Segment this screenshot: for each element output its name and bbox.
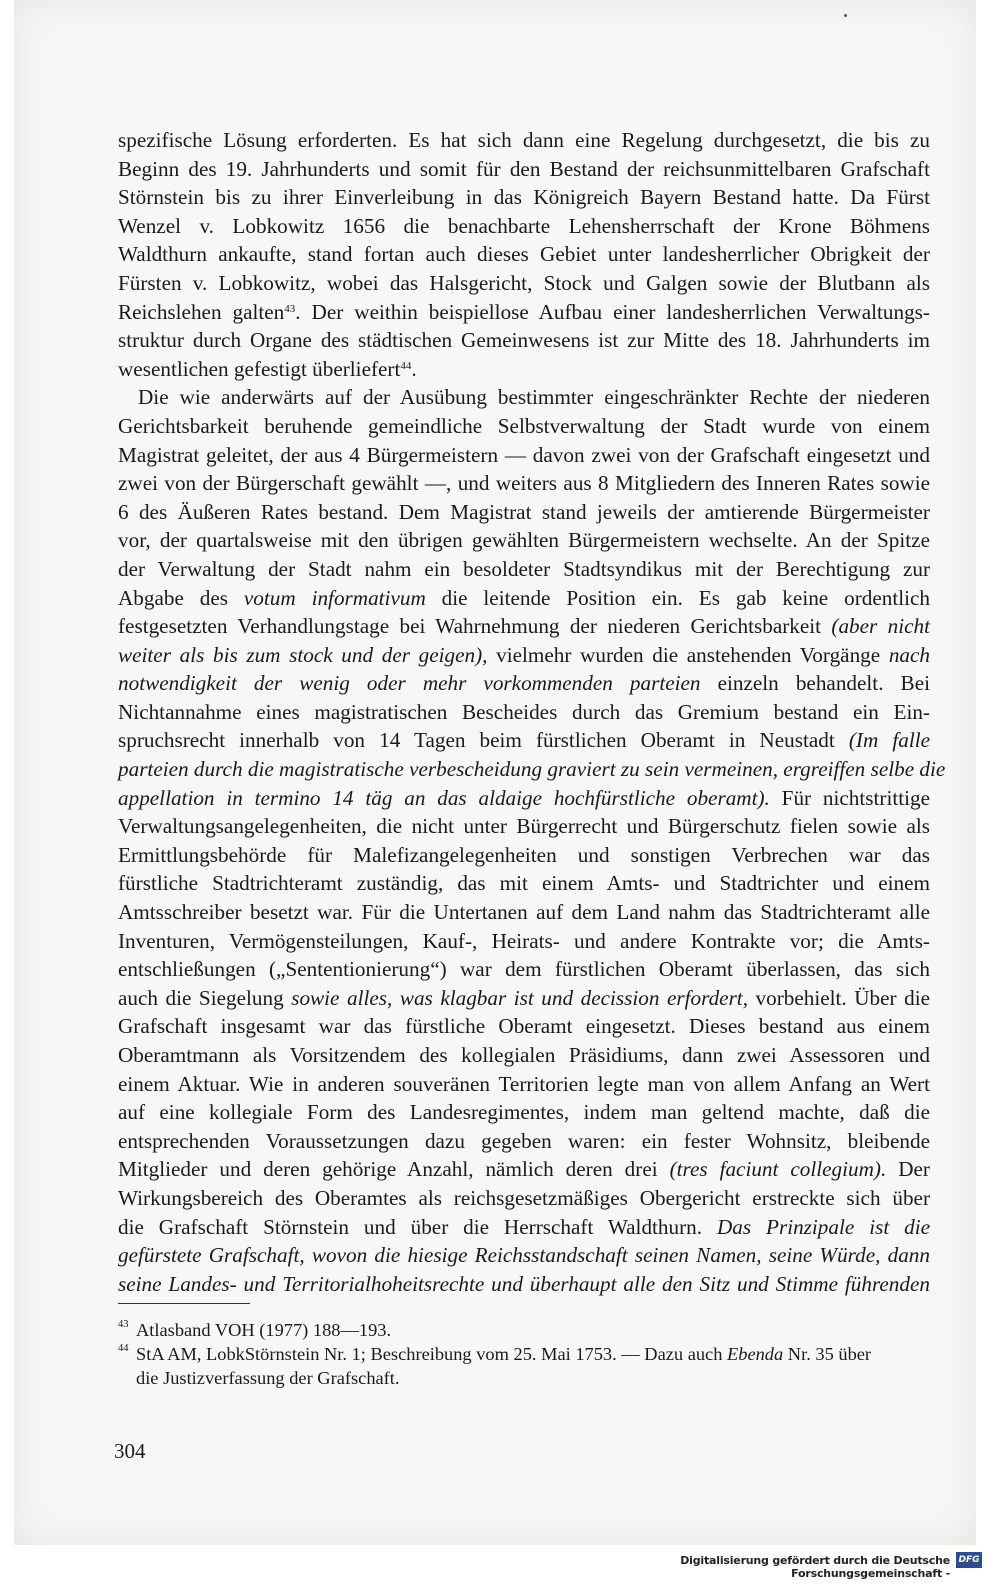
text-line: struktur durch Organe des städtischen Gemeinwesens ist zur Mitte des 18. Jahrhunderts im <box>118 328 930 353</box>
page-number: 304 <box>114 1439 146 1463</box>
body-text <box>118 126 946 1298</box>
text-line: zwei von der Bürgerschaft gewählt —, und weiters aus 8 Mitgliedern des Inneren Rates sowie <box>118 471 930 496</box>
text-line: Gerichtsbarkeit beruhende gemeindliche Selbstverwaltung der Stadt wurde von einem <box>118 413 930 438</box>
text-line: appellation in termino 14 täg an das aldaige hochfürstliche oberamt). Für nichtstrittige <box>118 785 930 810</box>
text-line: Verwaltungsangelegenheiten, die nicht unter Bürgerrecht und Bürgerschutz fielen sowie als <box>118 814 930 839</box>
digitization-credit: Digitalisierung gefördert durch die Deutsche Forschungsgemeinschaft - <box>680 1554 950 1580</box>
text-line: weiter als bis zum stock und der geigen), vielmehr wurden die anstehenden Vorgänge nach <box>118 642 930 667</box>
text-line: Fürsten v. Lobkowitz, wobei das Halsgericht, Stock und Galgen sowie der Blutbann als <box>118 270 930 295</box>
text-line: parteien durch die magistratische verbescheidung graviert zu sein vermeinen, ergreiffen selbe die <box>118 757 946 782</box>
dfg-logo-icon: DFG <box>956 1552 982 1568</box>
text-line: einem Aktuar. Wie in anderen souveränen Territorien legte man von allem Anfang an Wert <box>118 1071 930 1096</box>
text-line: auch die Siegelung sowie alles, was klagbar ist und decission erfordert, vorbehielt. Über die <box>118 985 931 1010</box>
text-line: spezifische Lösung erforderten. Es hat sich dann eine Regelung durchgesetzt, die bis zu <box>118 128 930 152</box>
footnote-text: StA AM, LobkStörnstein Nr. 1; Beschreibung vom 25. Mai 1753. — Dazu auch Ebenda Nr. 35 über <box>136 1344 872 1364</box>
text-line: Grafschaft insgesamt war das fürstliche Oberamt eingesetzt. Dieses bestand aus einem <box>118 1014 930 1039</box>
text-line: Mitglieder und deren gehörige Anzahl, nämlich deren drei (tres faciunt collegium). Der <box>118 1157 930 1182</box>
text-line: seine Landes- und Territorialhoheitsrechte und überhaupt alle den Sitz und Stimme führenden <box>118 1271 930 1296</box>
text-line: Reichslehen galten$^{43}$. Der weithin beispiellose Aufbau einer landesherrlichen Verwaltungs- <box>118 299 930 324</box>
text-line: Waldthurn ankaufte, stand fortan auch dieses Gebiet unter landesherrlicher Obrigkeit der <box>118 242 930 267</box>
text-line: Wirkungsbereich des Oberamtes als reichsgesetzmäßiges Obergericht erstreckte sich über <box>118 1185 930 1210</box>
text-line: Oberamtmann als Vorsitzendem des kollegialen Präsidiums, dann zwei Assessoren und <box>118 1043 930 1067</box>
text-line: auf eine kollegiale Form des Landesregimentes, indem man geltend machte, daß die <box>118 1100 930 1125</box>
text-line: notwendigkeit der wenig oder mehr vorkommenden parteien einzeln behandelt. Bei <box>118 671 930 696</box>
text-line: fürstliche Stadtrichteramt zuständig, das mit einem Amts- und Stadtrichter und einem <box>118 871 930 896</box>
text-line: wesentlichen gefestigt überliefert$^{44}$. <box>118 356 417 381</box>
text-line: der Verwaltung der Stadt nahm ein besoldeter Stadtsyndikus mit der Berechtigung zur <box>118 556 930 581</box>
scan-speck <box>844 14 847 17</box>
text-line: Beginn des 19. Jahrhunderts und somit für den Bestand der reichsunmittelbaren Grafschaft <box>118 156 930 181</box>
footnote-number: 43 <box>118 1319 129 1330</box>
text-line: 6 des Äußeren Rates bestand. Dem Magistrat stand jeweils der amtierende Bürgermeister <box>118 499 930 524</box>
text-line: spruchsrecht innerhalb von 14 Tagen beim fürstlichen Oberamt in Neustadt (Im falle <box>118 728 930 753</box>
text-line: Ermittlungsbehörde für Malefizangelegenheiten und sonstigen Verbrechen war das <box>118 842 930 867</box>
footnote-ref[interactable]: 43 <box>284 302 296 315</box>
text-line: Wenzel v. Lobkowitz 1656 die benachbarte Lehensherrschaft der Krone Böhmens <box>118 213 930 238</box>
text-line: gefürstete Grafschaft, wovon die hiesige Reichsstandschaft seinen Namen, seine Würde, dann <box>118 1243 930 1268</box>
text-line: festgesetzten Verhandlungstage bei Wahrnehmung der niederen Gerichtsbarkeit (aber nicht <box>118 614 930 639</box>
footnote-divider <box>118 1303 250 1304</box>
footnote-43 <box>118 1318 918 1342</box>
footnote-44 <box>118 1342 918 1390</box>
text-line: Die wie anderwärts auf der Ausübung bestimmter eingeschränkter Rechte der niederen <box>138 385 930 410</box>
footnote-text: die Justizverfassung der Grafschaft. <box>136 1368 400 1388</box>
text-line: Inventuren, Vermögensteilungen, Kauf-, Heirats- und andere Kontrakte vor; die Amts- <box>118 928 930 953</box>
text-line: entsprechenden Voraussetzungen dazu gegeben waren: ein fester Wohnsitz, bleibende <box>118 1128 930 1153</box>
footnote-ref[interactable]: 44 <box>400 359 412 372</box>
text-line: die Grafschaft Störnstein und über die Herrschaft Waldthurn. Das Prinzipale ist die <box>118 1214 930 1239</box>
text-line: Abgabe des votum informativum die leitende Position ein. Es gab keine ordentlich <box>118 585 930 610</box>
footnote-number: 44 <box>118 1343 129 1354</box>
text-line: Magistrat geleitet, der aus 4 Bürgermeistern — davon zwei von der Grafschaft eingesetzt und <box>118 442 930 467</box>
footnote-text: Atlasband VOH (1977) 188—193. <box>136 1320 392 1340</box>
footnotes <box>118 1318 918 1390</box>
text-line: entschließungen („Sententionierung“) war dem fürstlichen Oberamt überlassen, das sich <box>118 957 930 982</box>
text-line: Nichtannahme eines magistratischen Bescheides durch das Gremium bestand ein Ein- <box>118 699 930 724</box>
text-line: Störnstein bis zu ihrer Einverleibung in das Königreich Bayern Bestand hatte. Da Fürst <box>118 185 930 210</box>
text-line: Amtsschreiber besetzt war. Für die Untertanen auf dem Land nahm das Stadtrichteramt alle <box>118 900 930 925</box>
text-line: vor, der quartalsweise mit den übrigen gewählten Bürgermeistern wechselte. An der Spitze <box>118 528 930 553</box>
